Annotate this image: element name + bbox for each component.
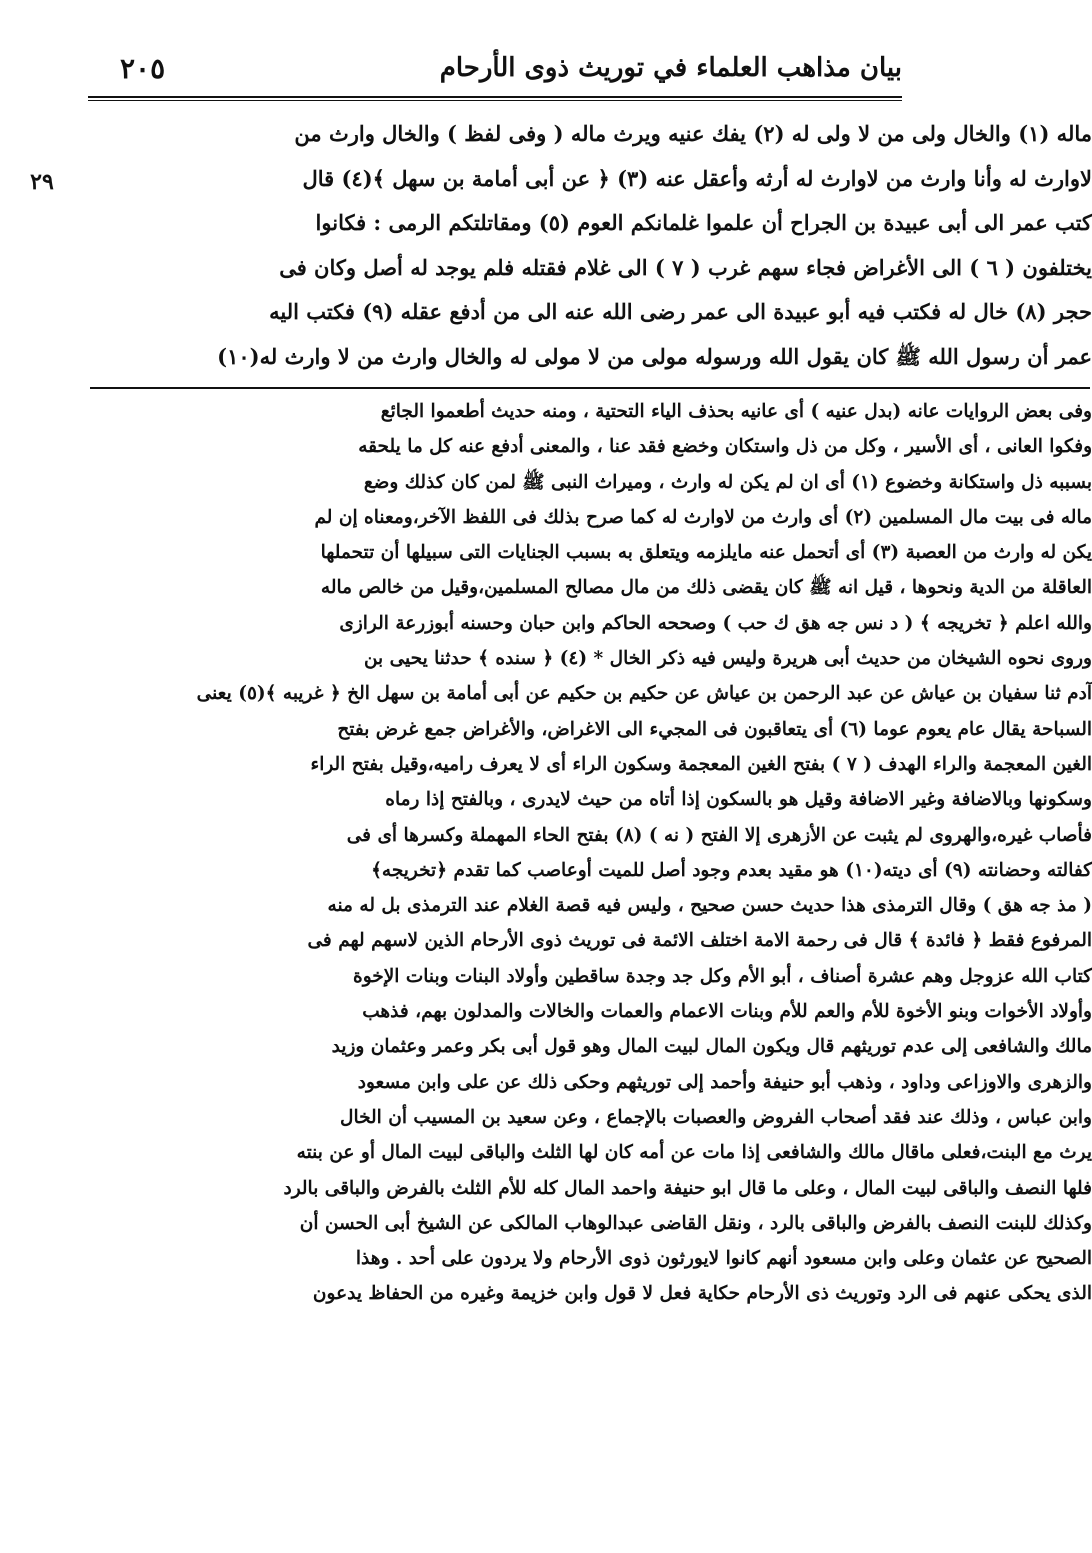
note-line: الذى يحكى عنهم فى الرد وتوريث ذى الأرحام حكاية فعل لا قول وابن خزيمة وغيره من الحفاظ يدعون	[312, 1283, 1092, 1305]
note-line: ماله فى بيت مال المسلمين (٢) أى وارث من لاوارث له كما صرح بذلك فى اللفظ الآخر،ومعناه إن لم	[314, 506, 1092, 528]
note-line: السباحة يقال عام يعوم عوما (٦) أى يتعاقبون فى المجيء الى الاغراض، والأغراض جمع غرض بفتح	[337, 718, 1092, 740]
header-rule-thin	[88, 100, 902, 101]
main-line: ماله (١) والخال ولى من لا ولى له (٢) يفك عنيه ويرث ماله ( وفى لفظ ) والخال وارث من	[294, 121, 1092, 146]
note-line: يرث مع البنت،فعلى ماقال مالك والشافعى إذا مات عن أمه كان لها الثلث والباقى لبيت المال أو عن بنته	[296, 1142, 1092, 1164]
note-line: الصحيح عن عثمان وعلى وابن مسعود أنهم كانوا لايورثون ذوى الأرحام ولا يردون على أحد . وهذا	[355, 1248, 1092, 1270]
note-line: يكن له وارث من العصبة (٣) أى أتحمل عنه مايلزمه ويتعلق به بسبب الجنايات التى سبيلها أن تتحملها	[320, 542, 1092, 564]
note-line: وفى بعض الروايات عانه (بدل عنيه ) أى عانيه بحذف الياء التحتية ، ومنه حديث أطعموا الجائع	[380, 401, 1092, 422]
main-line: عمر أن رسول الله ﷺ كان يقول الله ورسوله مولى من لا مولى له والخال وارث من لا وارث له(١٠)	[217, 343, 1092, 369]
header-rule	[88, 96, 902, 98]
page-number: ٢٠٥	[120, 51, 166, 85]
main-text	[92, 112, 1092, 382]
main-line: لاوارث له وأنا وارث من لاوارث له أرثه وأعقل عنه (٣) ﴿ عن أبى أمامة بن سهل ﴾(٤) قال	[302, 165, 1092, 191]
note-line: وروى نحوه الشيخان من حديث أبى هريرة وليس فيه ذكر الخال * (٤) ﴿ سنده ﴾ حدثنا يحيى بن	[363, 648, 1092, 670]
main-line: كتب عمر الى أبى عبيدة بن الجراح أن علموا غلمانكم العوم (٥) ومقاتلتكم الرمى : فكانوا	[315, 210, 1092, 235]
note-line: مالك والشافعى إلى عدم توريثهم قال ويكون المال لبيت المال وهو قول أبى بكر وعمر وعثمان وزيد	[331, 1036, 1092, 1058]
note-line: فأصاب غيره،والهروى لم يثبت عن الأزهرى إلا الفتح ( نه ) (٨) بفتح الحاء المهملة وكسرها أى فى	[346, 824, 1092, 846]
note-line: كتاب الله عزوجل وهم عشرة أصناف ، أبو الأم وكل جد وجدة ساقطين وأولاد البنات وبنات الإخوة	[353, 965, 1092, 987]
note-line: المرفوع فقط ﴿ فائدة ﴾ قال فى رحمة الامة اختلف الائمة فى توريث ذوى الأرحام الذين لاسهم لهم فى	[307, 930, 1092, 952]
note-line: وابن عباس ، وذلك عند فقد أصحاب الفروض والعصبات بالإجماع ، وعن سعيد بن المسيب أن الخال	[340, 1106, 1092, 1128]
note-line: وسكونها وبالاضافة وغير الاضافة وقيل هو بالسكون إذا أتاه من حيث لايدرى ، وبالفتح إذا رماه	[385, 789, 1092, 811]
running-title: بيان مذاهب العلماء في توريث ذوى الأرحام	[439, 53, 902, 83]
main-line: حجر (٨) خال له فكتب فيه أبو عبيدة الى عمر رضى الله عنه الى من أدفع عقله (٩) فكتب اليه	[269, 299, 1092, 324]
footnote-divider	[90, 387, 1090, 389]
note-line: بسببه ذل واستكانة وخضوع (١) أى ان لم يكن له وارث ، وميراث النبى ﷺ لمن كان كذلك وضع	[363, 471, 1092, 493]
note-line: ( مذ جه هق ) وقال الترمذى هذا حديث حسن صحيح ، وليس فيه قصة الغلام عند الترمذى بل له منه	[327, 895, 1092, 917]
note-line: والله اعلم ﴿ تخريجه ﴾ ( د نس جه هق ك حب ) وصححه الحاكم وابن حبان وحسنه أبوزرعة الرازى	[339, 612, 1092, 634]
note-line: كفالته وحضانته (٩) أى ديته(١٠) هو مقيد بعدم وجود أصل للميت أوعاصب كما تقدم ﴿تخريجه﴾	[371, 859, 1092, 881]
note-line: وكذلك للبنت النصف بالفرض والباقى بالرد ، ونقل القاضى عبدالوهاب المالكى عن الشيخ أبى الحسن أن	[299, 1212, 1092, 1234]
note-line: آدم ثنا سفيان بن عياش عن عبد الرحمن بن عياش عن حكيم بن حكيم عن أبى أمامة بن سهل الخ ﴿ غريبه ﴾(٥) يعنى	[196, 683, 1092, 705]
hadith-margin-number: ٢٩	[30, 169, 54, 195]
note-line: الغين المعجمة والراء الهدف ( ٧ ) بفتح الغين المعجمة وسكون الراء أى لا يعرف راميه،وقيل بفتح الراء	[310, 753, 1092, 775]
page-header	[120, 40, 902, 96]
note-line: والزهرى والاوزاعى وداود ، وذهب أبو حنيفة وأحمد إلى توريثهم وحكى ذلك عن على وابن مسعود	[357, 1071, 1092, 1093]
main-line: يختلفون ( ٦ ) الى الأغراض فجاء سهم غرب ( ٧ ) الى غلام فقتله فلم يوجد له أصل وكان فى	[279, 254, 1092, 280]
note-line: وفكوا العانى ، أى الأسير ، وكل من ذل واستكان وخضع فقد عنا ، والمعنى أدفع عنه كل ما يلحقه	[358, 436, 1092, 458]
note-line: وأولاد الأخوات وبنو الأخوة للأم والعم للأم وبنات الاعمام والعمات والخالات والمدلون بهم، فذهب	[362, 1001, 1092, 1023]
note-line: فلها النصف والباقى لبيت المال ، وعلى ما قال ابو حنيفة واحمد المال كله للأم الثلث بالفرض والباقى بالرد	[283, 1177, 1092, 1199]
note-line: العاقلة من الدية ونحوها ، قيل انه ﷺ كان يقضى ذلك من مال مصالح المسلمين،وقيل من خالص ماله	[320, 577, 1092, 599]
footnotes	[92, 394, 1092, 1438]
